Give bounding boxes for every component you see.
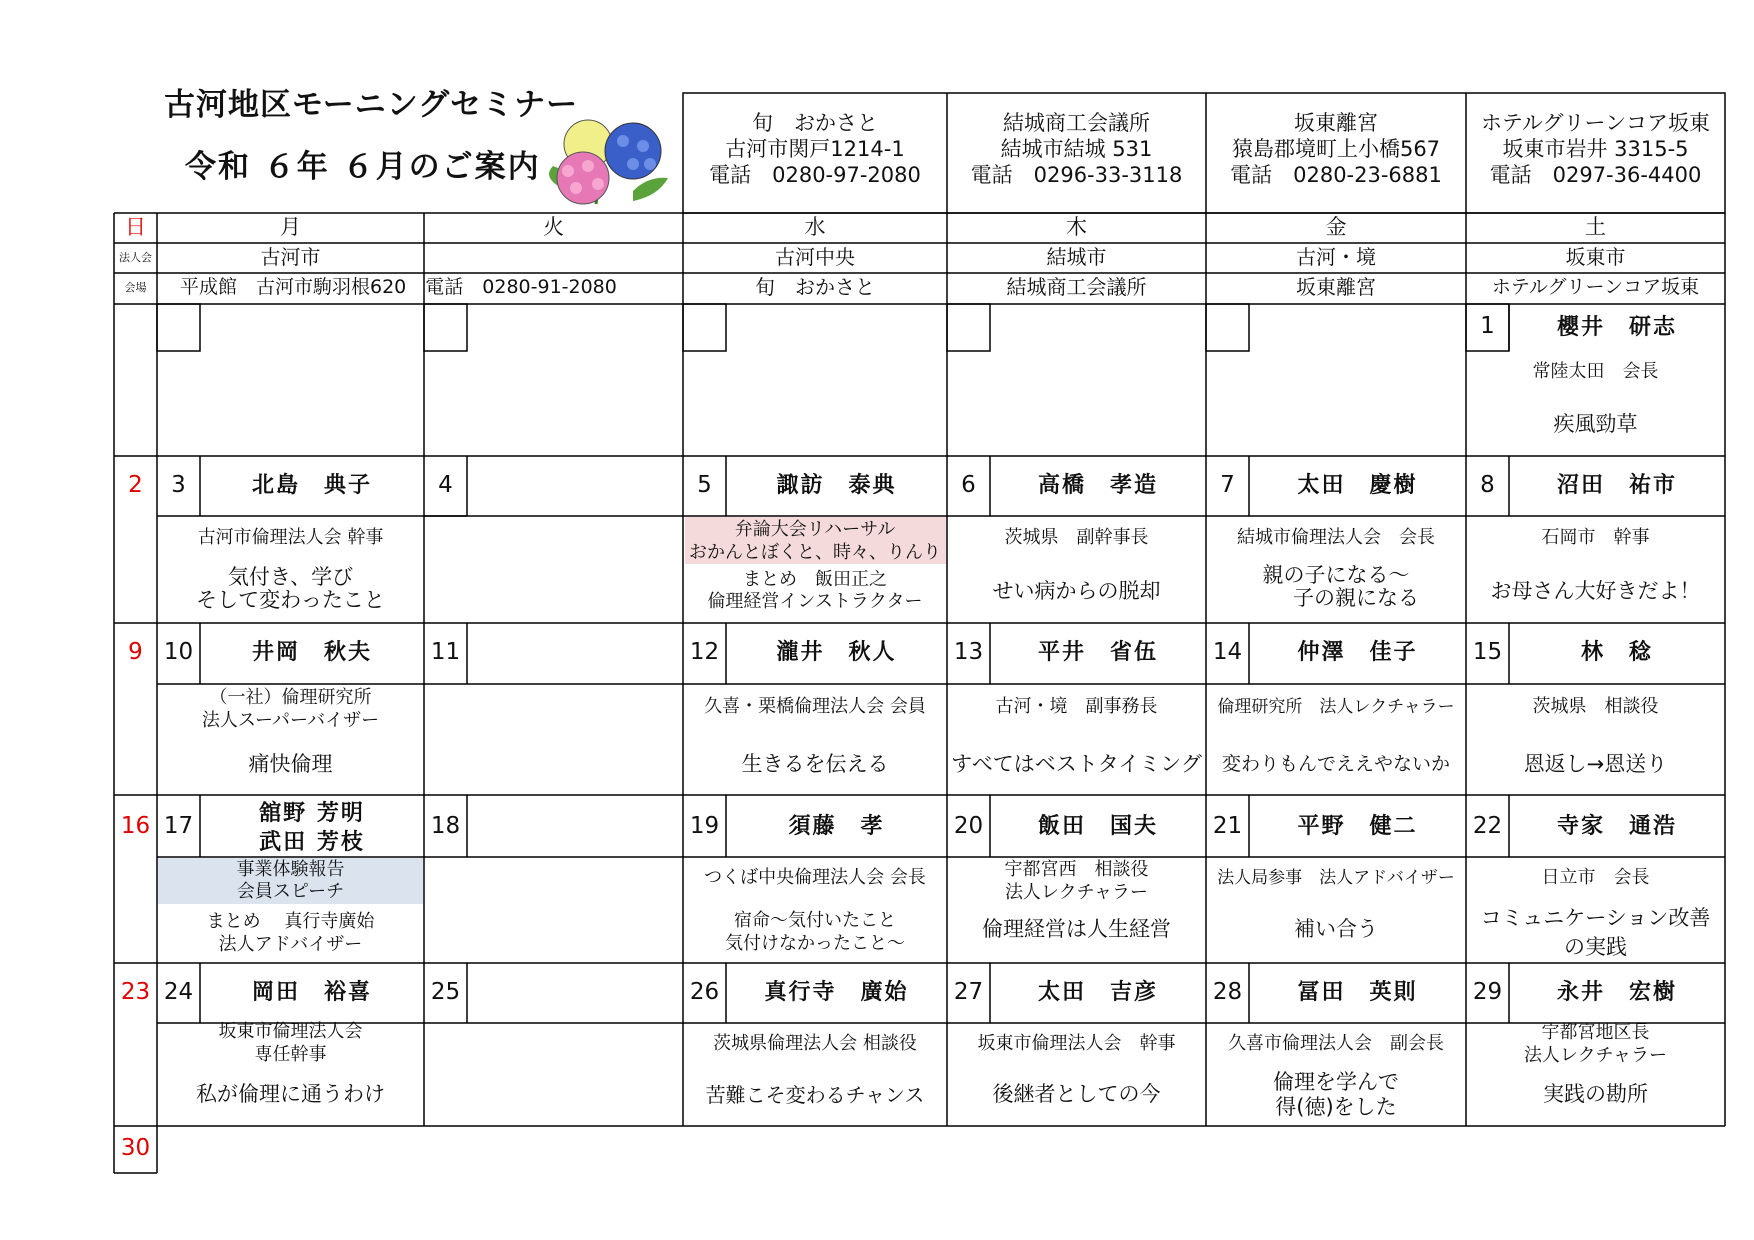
venue-thu: 結城商工会議所 (1006, 275, 1147, 299)
speaker-role: （一社）倫理研究所 法人スーパーバイザー (201, 687, 380, 731)
date-13: 13 (953, 639, 984, 665)
speaker-role: 茨城県 相談役 (1532, 696, 1659, 717)
corp-sat: 坂東市 (1565, 245, 1626, 269)
venue-header-4: ホテルグリーンコア坂東 坂東市岩井 3315-5 電話 0297-36-4400 (1480, 111, 1711, 187)
speech-theme: 痛快倫理 (248, 752, 333, 776)
corp-fri: 古河・境 (1296, 245, 1376, 269)
venue-header-2: 結城商工会議所 結城市結城 531 電話 0296-33-3118 (970, 111, 1183, 187)
speaker-role: 日立市 会長 (1541, 867, 1650, 888)
venue-wed: 旬 おかさと (755, 275, 875, 299)
date-25: 25 (430, 979, 461, 1005)
date-21: 21 (1212, 813, 1243, 839)
venue-header-1: 旬 おかさと 古河市関戸1214-1 電話 0280-97-2080 (709, 111, 921, 187)
date-4: 4 (438, 472, 453, 498)
speaker-role: 結城市倫理法人会 会長 (1237, 527, 1435, 548)
speaker-name: 永井 宏樹 (1556, 980, 1677, 1005)
date-11: 11 (430, 639, 461, 665)
weekday-sun: 日 (125, 215, 146, 239)
date-sun: 2 (128, 472, 143, 498)
speech-theme: 気付き、学び そして変わったこと (196, 565, 385, 613)
speaker-name: 諏訪 泰典 (776, 473, 897, 498)
speaker-name: 仲澤 佳子 (1297, 640, 1418, 665)
date-17: 17 (163, 813, 194, 839)
speaker-name: 太田 慶樹 (1297, 473, 1418, 498)
date-12: 12 (689, 639, 720, 665)
date-28: 28 (1212, 979, 1243, 1005)
venue-header-3: 坂東離宮 猿島郡境町上小橋567 電話 0280-23-6881 (1230, 111, 1442, 187)
speech-theme: 苦難こそ変わるチャンス (705, 1083, 925, 1107)
date-18: 18 (430, 813, 461, 839)
date-27: 27 (953, 979, 984, 1005)
speaker-role: 茨城県倫理法人会 相談役 (713, 1033, 917, 1054)
speech-theme: 恩返し→恩送り (1523, 752, 1668, 776)
speech-theme: 宿命～気付いたこと 気付けなかったこと～ (725, 910, 905, 954)
speech-theme: お母さん大好きだよ！ (1490, 579, 1701, 603)
weekday-thu: 木 (1066, 215, 1087, 239)
speech-theme: すべてはベストタイミング (951, 752, 1202, 776)
speaker-names: 舘野 芳明 武田 芳枝 (259, 801, 365, 855)
speaker-role: 古河・境 副事務長 (995, 696, 1158, 717)
venue-mon: 平成館 古河市駒羽根620 電話 0280-91-2080 (180, 276, 617, 298)
speech-theme: 生きるを伝える (741, 752, 889, 776)
speech-theme: 補い合う (1294, 917, 1378, 941)
speaker-name: 井岡 秋夫 (251, 640, 372, 665)
venue-sat: ホテルグリーンコア坂東 (1491, 276, 1700, 298)
speech-theme: 後継者としての今 (992, 1082, 1161, 1106)
speaker-role: 倫理研究所 法人レクチャラー (1217, 697, 1455, 717)
date-24: 24 (163, 979, 194, 1005)
date-15: 15 (1472, 639, 1503, 665)
speaker-name: 寺家 通浩 (1556, 814, 1677, 839)
speaker-name: 沼田 祐市 (1556, 473, 1677, 498)
date-3: 3 (171, 472, 186, 498)
speaker-name: 太田 吉彦 (1037, 980, 1158, 1005)
speech-theme: 親の子になる～ 子の親になる (1262, 563, 1419, 611)
speaker-role: 宇都宮地区長 法人レクチャラー (1523, 1022, 1668, 1066)
event-title: 弁論大会リハーサル おかんとぼくと、時々、りんり (689, 519, 941, 563)
date-26: 26 (689, 979, 720, 1005)
speech-theme: 私が倫理に通うわけ (196, 1082, 385, 1106)
speaker-name: 須藤 孝 (788, 814, 885, 839)
speaker-role: つくば中央倫理法人会 会長 (704, 867, 926, 888)
event-note: まとめ 飯田正之 倫理経営インストラクター (707, 569, 923, 612)
speaker-role: 久喜市倫理法人会 副会長 (1228, 1033, 1444, 1054)
weekday-sat: 土 (1585, 215, 1606, 239)
corp-thu: 結城市 (1046, 245, 1107, 269)
speaker-name: 高橋 孝造 (1037, 473, 1158, 498)
date-7: 7 (1220, 472, 1235, 498)
speech-theme: 変わりもんでええやないか (1221, 753, 1450, 775)
speaker-name: 飯田 国夫 (1037, 814, 1158, 839)
speaker-role: 久喜・栗橋倫理法人会 会員 (704, 696, 926, 717)
speech-theme: 疾風勁草 (1553, 412, 1638, 436)
date-1: 1 (1480, 313, 1495, 339)
speaker-role: 石岡市 幹事 (1541, 527, 1650, 548)
date-20: 20 (953, 813, 984, 839)
speaker-name: 北島 典子 (251, 473, 372, 498)
date-22: 22 (1472, 813, 1503, 839)
speech-theme: 倫理を学んで 得(徳)をした (1273, 1070, 1399, 1119)
speaker-role: 坂東市倫理法人会 専任幹事 (218, 1021, 363, 1065)
speaker-name: 平井 省伍 (1037, 640, 1158, 665)
date-8: 8 (1480, 472, 1495, 498)
event-title: 事業体験報告 会員スピーチ (236, 859, 345, 902)
hydrangea-icon (538, 116, 673, 208)
speaker-role: 法人局参事 法人アドバイザー (1217, 868, 1455, 888)
speaker-role: 坂東市倫理法人会 幹事 (977, 1033, 1176, 1054)
speaker-role: 宇都宮西 相談役 法人レクチャラー (1004, 859, 1149, 903)
speech-theme: 倫理経営は人生経営 (982, 917, 1171, 941)
speaker-role: 古河市倫理法人会 幹事 (197, 527, 384, 548)
date-19: 19 (689, 813, 720, 839)
speech-theme: コミュニケーション改善 の実践 (1480, 906, 1711, 959)
row-label-venue: 会場 (124, 281, 147, 294)
page-subtitle: 令和 ６年 ６月のご案内 (185, 149, 541, 185)
corp-wed: 古河中央 (775, 245, 855, 269)
venue-fri: 坂東離宮 (1296, 275, 1376, 299)
speaker-role: 茨城県 副幹事長 (1004, 527, 1149, 548)
speaker-name: 真行寺 廣始 (764, 980, 909, 1005)
speaker-role: 常陸太田 会長 (1532, 361, 1659, 382)
date-6: 6 (961, 472, 976, 498)
date-sun: 30 (120, 1135, 151, 1161)
weekday-wed: 水 (804, 215, 826, 239)
speaker-name: 冨田 英則 (1297, 980, 1418, 1005)
weekday-fri: 金 (1325, 215, 1347, 239)
date-sun: 23 (120, 979, 151, 1005)
date-5: 5 (697, 472, 712, 498)
corp-mon: 古河市 (260, 245, 321, 269)
speaker-name: 瀧井 秋人 (776, 640, 897, 665)
weekday-tue: 火 (543, 215, 564, 239)
page-title: 古河地区モーニングセミナー (164, 87, 579, 123)
date-14: 14 (1212, 639, 1243, 665)
date-10: 10 (163, 639, 194, 665)
speaker-name: 岡田 裕喜 (251, 980, 372, 1005)
speech-theme: 実践の勘所 (1543, 1082, 1648, 1106)
date-sun: 16 (120, 813, 151, 839)
event-note: まとめ 真行寺廣始 法人アドバイザー (206, 911, 375, 955)
speech-theme: せい病からの脱却 (992, 579, 1161, 603)
speaker-name: 林 稔 (1580, 640, 1653, 665)
row-label-corp: 法人会 (119, 251, 152, 264)
speaker-name: 平野 健二 (1297, 814, 1418, 839)
speaker-name: 櫻井 研志 (1556, 315, 1677, 340)
date-sun: 9 (128, 639, 143, 665)
date-29: 29 (1472, 979, 1503, 1005)
weekday-mon: 月 (280, 215, 301, 239)
